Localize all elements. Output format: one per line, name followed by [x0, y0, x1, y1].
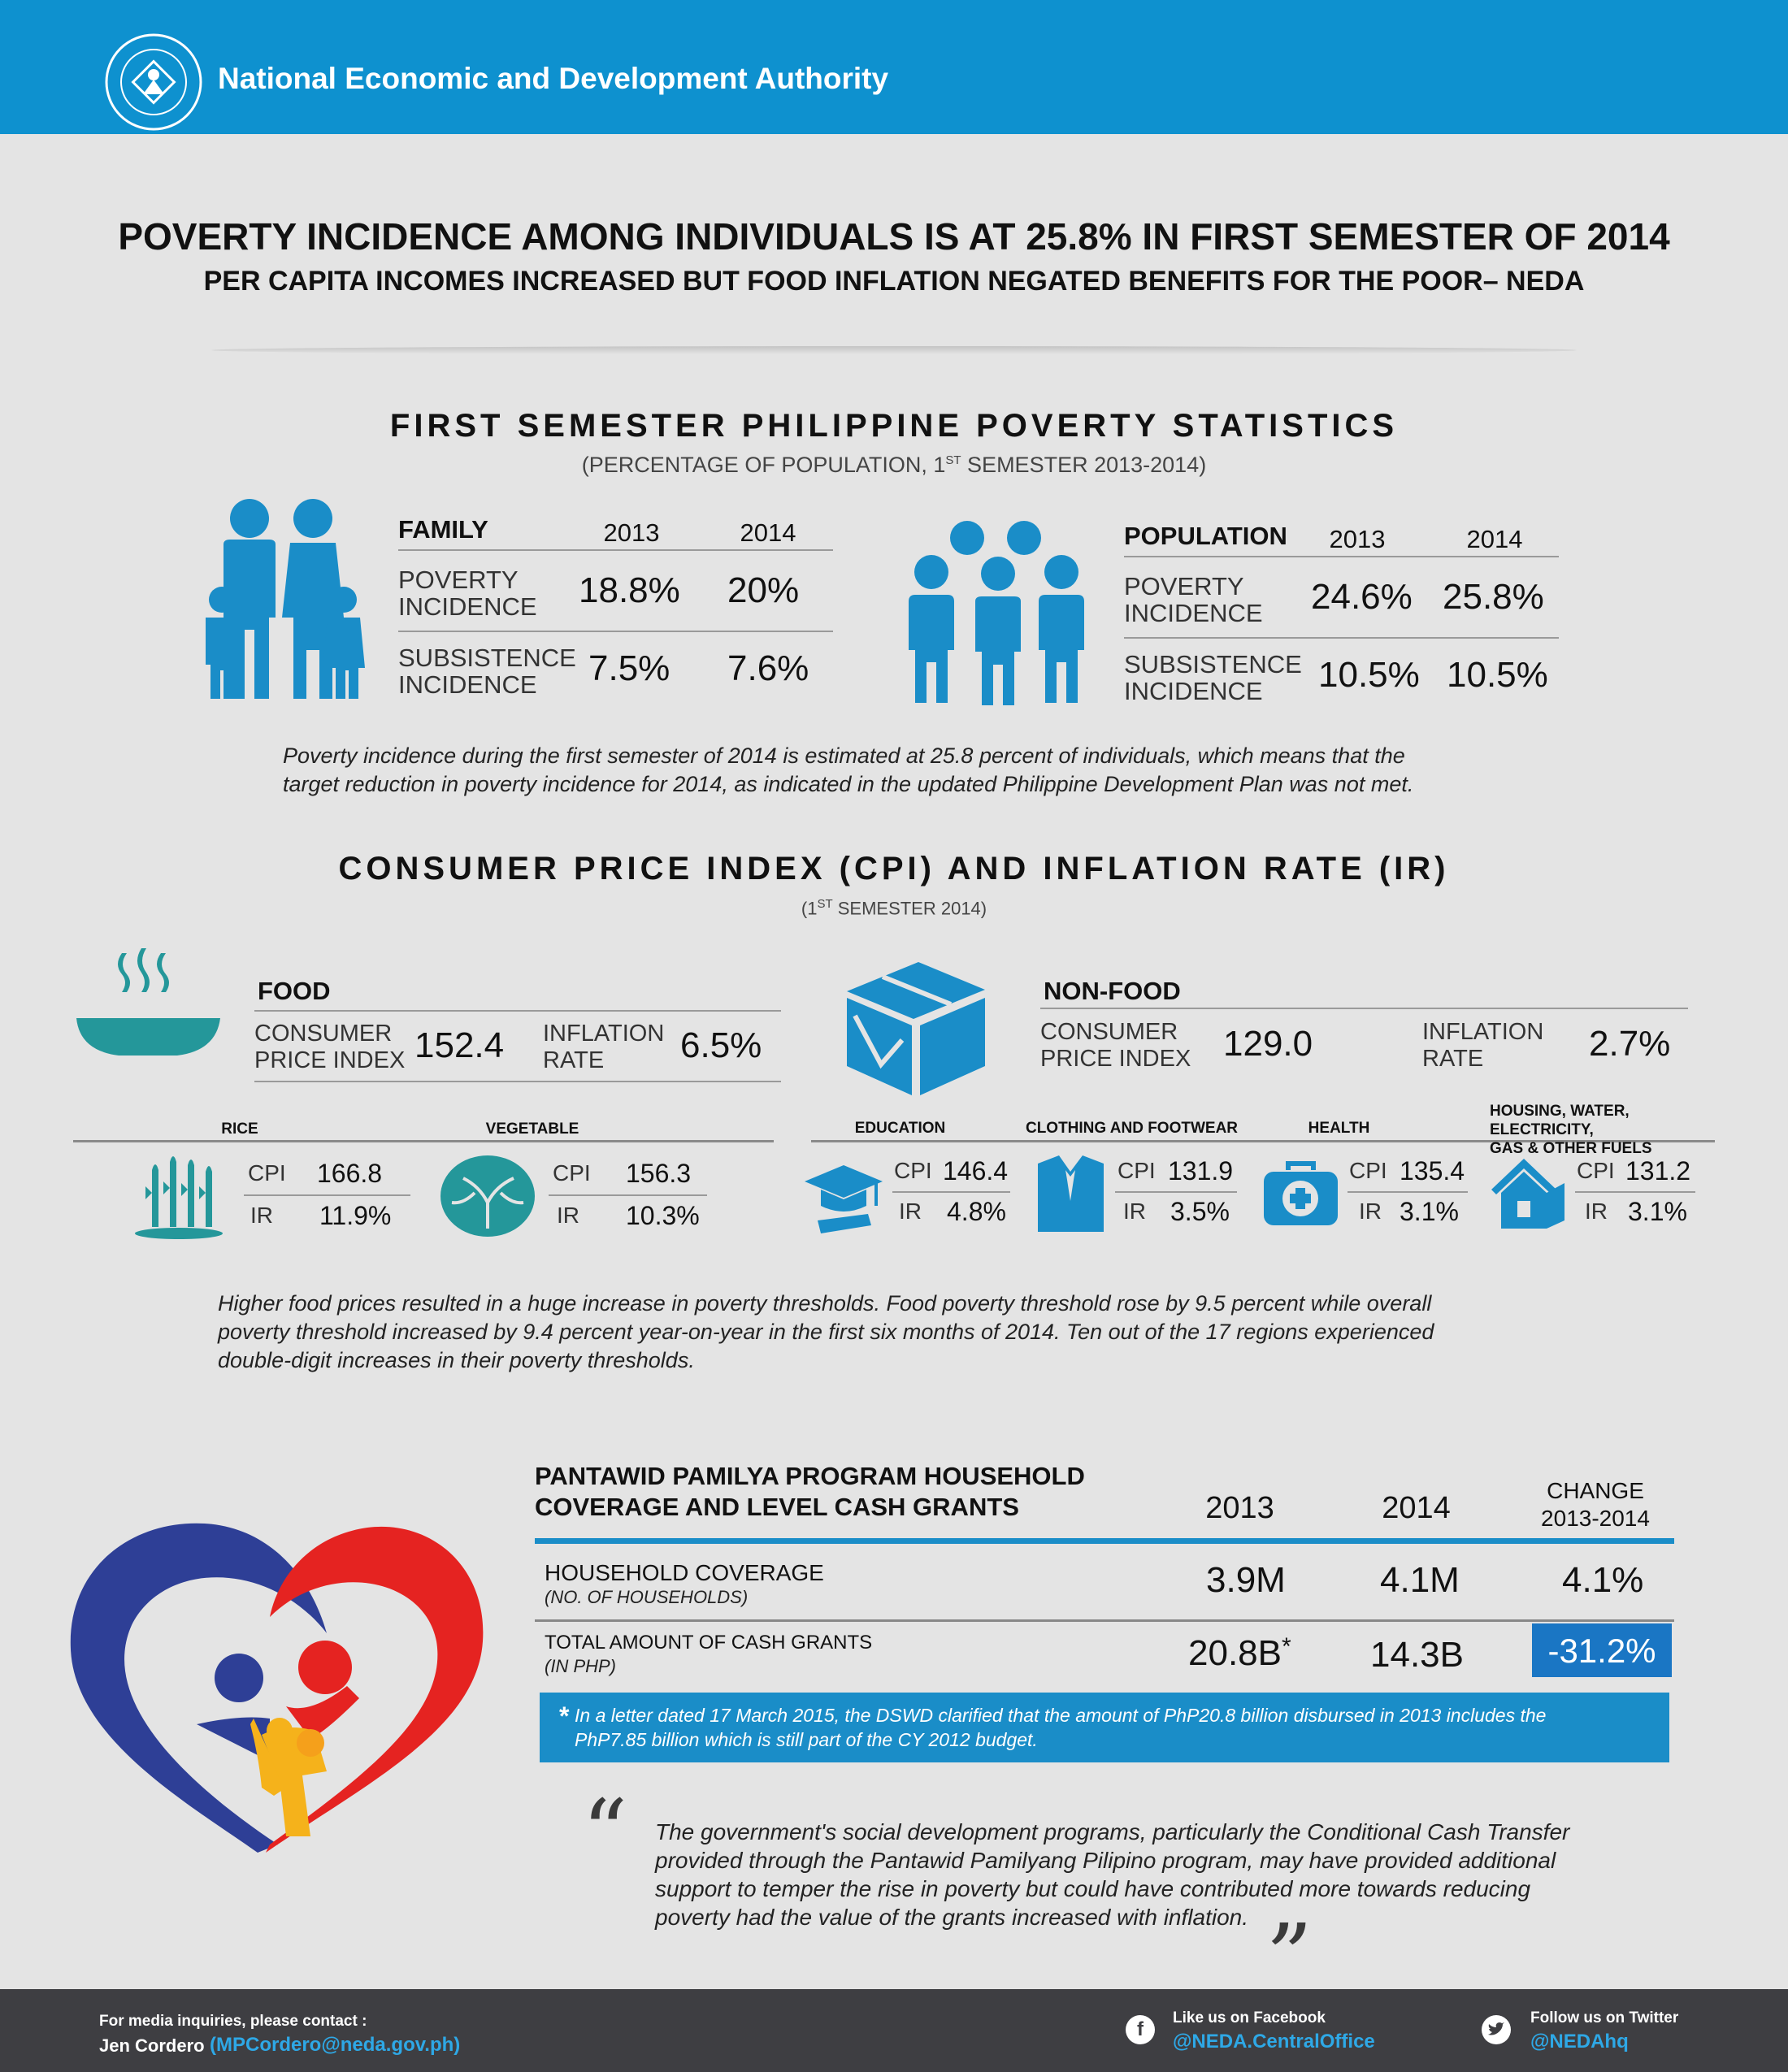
headline-subtitle: PER CAPITA INCOMES INCREASED BUT FOOD INFLATION NEGATED BENEFITS FOR THE POOR– NEDA [203, 266, 1585, 297]
food-ir-value: 6.5% [680, 1025, 762, 1065]
housing-ir-value: 3.1% [1628, 1197, 1687, 1226]
neda-seal-icon [104, 33, 203, 132]
health-ir-value: 3.1% [1400, 1197, 1459, 1226]
rice-ir-value: 11.9% [319, 1201, 392, 1230]
nonfood-cpi-label: CONSUMER PRICE INDEX [1040, 1019, 1191, 1072]
food-ir-label: INFLATION RATE [543, 1021, 665, 1073]
divider [1348, 1191, 1468, 1193]
facebook-icon[interactable]: f [1126, 2015, 1155, 2044]
divider [254, 1010, 781, 1012]
food-cpi-label: CONSUMER PRICE INDEX [254, 1021, 406, 1073]
pantawid-title: PANTAWID PAMILYA PROGRAM HOUSEHOLD COVERAGE AND LEVEL CASH GRANTS [535, 1462, 1085, 1521]
family-header: FAMILY [398, 515, 488, 544]
footer-tw-label: Follow us on Twitter [1530, 2009, 1679, 2026]
divider [211, 346, 1577, 354]
family-icon [199, 496, 370, 699]
vegetable-cpi-value: 156.3 [626, 1159, 692, 1188]
health-cpi-label: CPI [1349, 1158, 1387, 1183]
population-col-2014: 2014 [1466, 525, 1523, 553]
education-ir-label: IR [899, 1199, 922, 1224]
divider [892, 1191, 1010, 1193]
cpi-section-subtitle: (1ST SEMESTER 2014) [801, 897, 987, 919]
vegetable-cpi-label: CPI [553, 1160, 591, 1186]
poverty-section-title: FIRST SEMESTER PHILIPPINE POVERTY STATISTICS [389, 408, 1399, 444]
education-cpi-value: 146.4 [943, 1156, 1009, 1186]
family-poverty-2014: 20% [727, 570, 800, 610]
poverty-note: Poverty incidence during the first semester of 2014 is estimated at 25.8 percent of individuals, which means that the target reduction in poverty incidence for 2014, as indicated in the updated Philippine Development Plan was not met. [283, 743, 1414, 796]
health-cpi-value: 135.4 [1400, 1156, 1465, 1186]
housing-cpi-value: 131.2 [1625, 1156, 1691, 1186]
clothing-label: CLOTHING AND FOOTWEAR [1025, 1120, 1239, 1137]
box-icon [845, 959, 987, 1097]
food-cpi-value: 152.4 [414, 1025, 505, 1065]
clothing-ir-value: 3.5% [1170, 1197, 1230, 1226]
population-subsistence-2013: 10.5% [1318, 655, 1420, 695]
rice-ir-label: IR [250, 1203, 273, 1228]
housing-ir-label: IR [1585, 1199, 1608, 1224]
population-header: POPULATION [1124, 522, 1287, 550]
family-subsistence-2014: 7.6% [727, 648, 809, 688]
vegetable-ir-value: 10.3% [626, 1201, 700, 1230]
clothing-ir-label: IR [1123, 1199, 1146, 1224]
nonfood-cpi-value: 129.0 [1223, 1024, 1313, 1064]
population-poverty-2013: 24.6% [1311, 577, 1413, 617]
pantawid-col-2013: 2013 [1205, 1491, 1274, 1525]
cash-grants-2014: 14.3B [1370, 1635, 1464, 1675]
divider [73, 1140, 774, 1142]
rice-label: RICE [221, 1121, 258, 1138]
family-poverty-label: POVERTY INCIDENCE [398, 566, 537, 621]
food-header: FOOD [258, 977, 331, 1005]
family-subsistence-2013: 7.5% [588, 648, 670, 688]
poverty-section-subtitle: (PERCENTAGE OF POPULATION, 1ST SEMESTER 2013-2014) [581, 453, 1207, 477]
footer-fb-label: Like us on Facebook [1173, 2009, 1326, 2026]
clothing-cpi-value: 131.9 [1168, 1156, 1234, 1186]
divider [549, 1194, 707, 1196]
footer-contact-email[interactable]: (MPCordero@neda.gov.ph) [210, 2034, 461, 2056]
health-ir-label: IR [1359, 1199, 1382, 1224]
cash-grants-2013: 20.8B* [1188, 1633, 1291, 1673]
house-icon [1490, 1155, 1567, 1230]
divider [1124, 556, 1559, 557]
population-col-2013: 2013 [1329, 525, 1386, 553]
headline-title: POVERTY INCIDENCE AMONG INDIVIDUALS IS AT 25.8% IN FIRST SEMESTER OF 2014 [118, 215, 1670, 258]
population-subsistence-2014: 10.5% [1447, 655, 1548, 695]
divider [535, 1538, 1674, 1544]
family-poverty-2013: 18.8% [579, 570, 680, 610]
education-label: EDUCATION [854, 1120, 946, 1137]
population-subsistence-label: SUBSISTENCE INCIDENCE [1124, 650, 1302, 705]
pantawid-col-change: CHANGE 2013-2014 [1541, 1478, 1650, 1531]
household-coverage-2013: 3.9M [1206, 1560, 1286, 1600]
family-subsistence-label: SUBSISTENCE INCIDENCE [398, 644, 576, 699]
household-coverage-change: 4.1% [1562, 1560, 1644, 1600]
divider [1040, 1008, 1688, 1009]
suit-icon [1036, 1152, 1105, 1233]
household-coverage-2014: 4.1M [1380, 1560, 1460, 1600]
footer-media-text: For media inquiries, please contact : [99, 2013, 367, 2030]
quote-close-icon: „ [1268, 1849, 1314, 1953]
rice-cpi-label: CPI [248, 1160, 286, 1186]
cash-grants-change: -31.2% [1547, 1632, 1656, 1670]
vegetable-label: VEGETABLE [485, 1121, 579, 1138]
population-poverty-2014: 25.8% [1443, 577, 1544, 617]
nonfood-ir-label: INFLATION RATE [1422, 1019, 1544, 1072]
household-coverage-label: HOUSEHOLD COVERAGE (NO. OF HOUSEHOLDS) [545, 1560, 824, 1607]
footer-bar [0, 1989, 1788, 2072]
graduation-cap-icon [803, 1164, 884, 1237]
family-col-2014: 2014 [740, 518, 796, 547]
divider [1115, 1191, 1237, 1193]
population-icon [902, 520, 1093, 707]
nonfood-header: NON-FOOD [1044, 977, 1181, 1005]
divider [398, 549, 833, 551]
quote-text: The government's social development programs, particularly the Conditional Cash Transfer provided through the Pantawid Pamilyang Pilipino program, may have provided additional support to temper the rise in poverty but could have contributed more towards reducing poverty had the value of the grants increased with inflation. [655, 1819, 1570, 1930]
education-cpi-label: CPI [894, 1158, 932, 1183]
pantawid-logo-icon [67, 1511, 489, 1861]
vegetable-ir-label: IR [557, 1203, 579, 1228]
health-label: HEALTH [1308, 1120, 1370, 1137]
footer-contact-name: Jen Cordero [99, 2035, 205, 2056]
education-ir-value: 4.8% [947, 1197, 1006, 1226]
nonfood-ir-value: 2.7% [1589, 1024, 1671, 1064]
cpi-section-title: CONSUMER PRICE INDEX (CPI) AND INFLATION RATE (IR) [338, 851, 1450, 886]
divider [535, 1619, 1674, 1622]
twitter-icon[interactable] [1482, 2015, 1511, 2044]
divider [1575, 1191, 1695, 1193]
population-poverty-label: POVERTY INCIDENCE [1124, 572, 1263, 627]
divider [254, 1081, 781, 1082]
quote-open-icon: “ [582, 1780, 628, 1884]
first-aid-kit-icon [1262, 1160, 1339, 1227]
footer-tw-handle[interactable]: @NEDAhq [1530, 2031, 1629, 2052]
footer-fb-handle[interactable]: @NEDA.CentralOffice [1173, 2031, 1375, 2052]
rice-icon [134, 1154, 224, 1239]
footnote-text: In a letter dated 17 March 2015, the DSWD clarified that the amount of PhP20.8 billion disbursed in 2013 includes the PhP7.85 billion which is still part of the CY 2012 budget. [575, 1705, 1547, 1750]
housing-cpi-label: CPI [1577, 1158, 1615, 1183]
cabbage-icon [439, 1154, 536, 1239]
housing-label: HOUSING, WATER, ELECTRICITY, GAS & OTHER FUELS [1490, 1103, 1652, 1157]
clothing-cpi-label: CPI [1118, 1158, 1156, 1183]
bowl-icon [73, 947, 224, 1056]
cpi-note: Higher food prices resulted in a huge increase in poverty thresholds. Food poverty threshold rose by 9.5 percent while overall poverty threshold increased by 9.4 percent year-on-year in the first six months of 2014. Ten out of the 17 regions experienced double-digit increases in their poverty thresholds. [218, 1291, 1434, 1372]
cash-grants-label: TOTAL AMOUNT OF CASH GRANTS (IN PHP) [545, 1632, 873, 1676]
divider [244, 1194, 410, 1196]
divider [1124, 637, 1559, 639]
rice-cpi-value: 166.8 [317, 1159, 383, 1188]
divider [398, 631, 833, 632]
family-col-2013: 2013 [603, 518, 660, 547]
pantawid-col-2014: 2014 [1382, 1491, 1451, 1525]
footnote-mark: * [559, 1701, 570, 1731]
header-title: National Economic and Development Authority [218, 62, 889, 95]
